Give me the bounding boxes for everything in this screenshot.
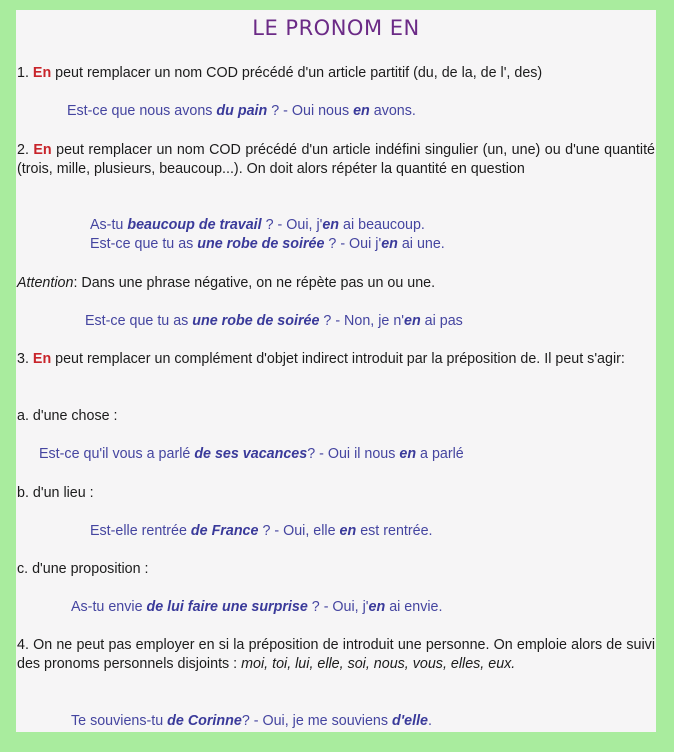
- rule-paragraph: [17, 141, 655, 179]
- emphasis-text: en: [404, 313, 421, 329]
- text-segment: peut remplacer un complément d'objet indirect introduit par la préposition de. Il peut s'agir:: [51, 351, 625, 367]
- text-segment: As-tu envie: [71, 599, 147, 615]
- emphasis-text: en: [368, 599, 386, 615]
- rule-paragraph: [17, 484, 655, 503]
- text-segment: ai envie.: [385, 599, 443, 615]
- text-segment: ? - Oui, je me souviens: [241, 713, 393, 729]
- text-segment: ? - Oui, j': [261, 217, 323, 233]
- emphasis-text: de Corinne: [167, 713, 242, 729]
- text-segment: Te souviens-tu: [71, 713, 168, 729]
- rule-paragraph: [17, 64, 655, 83]
- text-segment: Est-ce que tu as: [85, 313, 193, 329]
- italic-text: moi, toi, lui, elle, soi, nous, vous, elles, eux.: [241, 656, 516, 672]
- rule-paragraph: [17, 560, 655, 579]
- text-segment: 1.: [17, 65, 33, 81]
- text-segment: ? - Oui j': [324, 236, 382, 252]
- text-segment: ? - Oui il nous: [307, 446, 400, 462]
- text-segment: ai beaucoup.: [339, 217, 425, 233]
- text-segment: As-tu: [90, 217, 128, 233]
- text-segment: c. d'une proposition :: [17, 561, 149, 577]
- text-segment: ? - Non, je n': [319, 313, 405, 329]
- pronoun-en-highlight: En: [32, 351, 52, 367]
- italic-text: Attention: [17, 275, 74, 291]
- emphasis-text: beaucoup de travail: [127, 217, 262, 233]
- rule-paragraph: [17, 407, 655, 426]
- text-segment: a. d'une chose :: [17, 408, 118, 424]
- example-sentence: [90, 522, 433, 541]
- pronoun-en-highlight: En: [32, 65, 52, 81]
- text-segment: ? - Oui, elle: [258, 523, 340, 539]
- text-segment: peut remplacer un nom COD précédé d'un article partitif (du, de la, de l', des): [51, 65, 543, 81]
- text-segment: 4. On ne peut pas employer en si la préposition de introduit une personne. On emploie alors de suivi des pronoms personnels disjoints :: [17, 637, 655, 672]
- example-sentence: [90, 235, 445, 254]
- text-segment: Est-ce que tu as: [90, 236, 198, 252]
- text-segment: .: [428, 713, 432, 729]
- text-segment: Est-ce que nous avons: [67, 103, 217, 119]
- text-segment: est rentrée.: [356, 523, 433, 539]
- emphasis-text: du pain: [216, 103, 268, 119]
- example-sentence: [67, 102, 416, 121]
- rule-paragraph: [17, 274, 655, 293]
- emphasis-text: en: [399, 446, 417, 462]
- text-segment: ? - Oui, j': [307, 599, 369, 615]
- example-sentence: [71, 598, 442, 617]
- example-sentence: [71, 712, 432, 731]
- lesson-panel: [16, 10, 656, 732]
- pronoun-en-highlight: En: [33, 142, 52, 158]
- text-segment: ? - Oui nous: [267, 103, 354, 119]
- rule-paragraph: [17, 350, 655, 369]
- text-segment: Est-elle rentrée: [90, 523, 191, 539]
- text-segment: a parlé: [416, 446, 464, 462]
- emphasis-text: une robe de soirée: [192, 313, 320, 329]
- text-segment: ai une.: [397, 236, 445, 252]
- text-segment: peut remplacer un nom COD précédé d'un article indéfini singulier (un, une) ou d'une quantité (trois, mille, plusieurs, beaucoup...). On doit alors répéter la quantité en question: [17, 142, 655, 177]
- page-title: LE PRONOM EN: [252, 16, 420, 40]
- text-segment: 2.: [17, 142, 34, 158]
- emphasis-text: en: [339, 523, 357, 539]
- example-sentence: [90, 216, 425, 235]
- emphasis-text: une robe de soirée: [197, 236, 325, 252]
- example-sentence: [85, 312, 463, 331]
- emphasis-text: en: [353, 103, 370, 119]
- text-segment: : Dans une phrase négative, on ne répète pas un ou une.: [73, 275, 436, 291]
- text-segment: Est-ce qu'il vous a parlé: [39, 446, 195, 462]
- emphasis-text: de France: [190, 523, 259, 539]
- text-segment: b. d'un lieu :: [17, 485, 94, 501]
- example-sentence: [39, 445, 464, 464]
- emphasis-text: en: [381, 236, 398, 252]
- text-segment: 3.: [17, 351, 33, 367]
- emphasis-text: de ses vacances: [194, 446, 308, 462]
- text-segment: avons.: [369, 103, 416, 119]
- emphasis-text: d'elle: [392, 713, 428, 729]
- emphasis-text: en: [322, 217, 340, 233]
- rule-paragraph: [17, 636, 655, 674]
- emphasis-text: de lui faire une surprise: [146, 599, 308, 615]
- text-segment: ai pas: [420, 313, 463, 329]
